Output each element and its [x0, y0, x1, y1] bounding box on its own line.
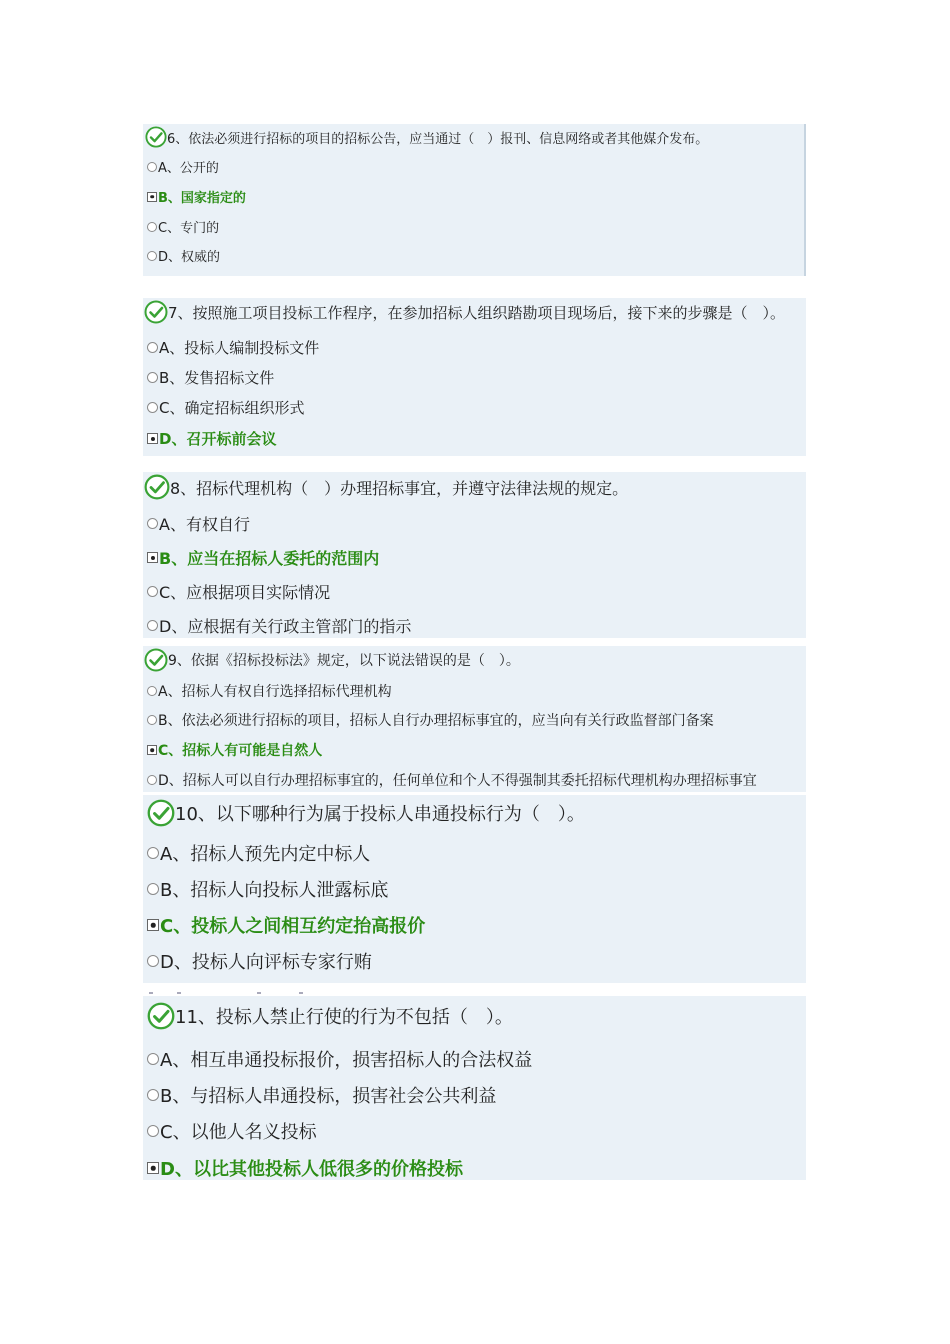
answer-option[interactable]	[147, 840, 370, 866]
radio-icon[interactable]	[147, 715, 157, 725]
radio-selected-icon[interactable]	[147, 552, 158, 563]
answer-option[interactable]	[147, 1155, 463, 1181]
question-card	[143, 298, 806, 456]
option-label: A、有权自行	[159, 515, 250, 534]
answer-option[interactable]	[147, 157, 219, 176]
answer-option[interactable]	[147, 546, 379, 569]
option-label: D、权威的	[158, 250, 221, 265]
checkmark-circle-icon	[144, 648, 168, 672]
answer-option[interactable]	[147, 1082, 496, 1108]
answer-option[interactable]	[147, 948, 372, 974]
question-card	[143, 646, 806, 792]
option-label: B、发售招标文件	[159, 369, 275, 387]
option-label: A、相互串通投标报价，损害招标人的合法权益	[160, 1050, 533, 1071]
question-stem: 9、依据《招标投标法》规定，以下说法错误的是（ ）。	[168, 653, 520, 669]
answer-option[interactable]	[147, 710, 714, 730]
radio-icon[interactable]	[147, 686, 157, 696]
checkmark-circle-icon	[147, 1002, 175, 1030]
option-label: A、招标人有权自行选择招标代理机构	[158, 684, 392, 700]
radio-icon[interactable]	[147, 620, 158, 631]
option-label: B、招标人向投标人泄露标底	[160, 880, 389, 901]
option-label: C、专门的	[158, 221, 220, 236]
radio-icon[interactable]	[147, 586, 158, 597]
answer-option[interactable]	[147, 740, 322, 760]
radio-icon[interactable]	[147, 402, 158, 413]
option-label: D、招标人可以自行办理招标事宜的，任何单位和个人不得强制其委托招标代理机构办理招标事宜	[158, 773, 757, 789]
answer-option[interactable]	[147, 614, 411, 637]
radio-selected-icon[interactable]	[147, 192, 157, 202]
answer-option[interactable]	[147, 397, 304, 418]
radio-icon[interactable]	[147, 518, 158, 529]
selected-option-label: D、召开标前会议	[159, 430, 277, 448]
answer-option[interactable]	[147, 770, 757, 790]
selected-option-label: B、应当在招标人委托的范围内	[159, 549, 380, 568]
option-label: C、以他人名义投标	[160, 1122, 317, 1143]
answer-option[interactable]	[147, 246, 220, 265]
radio-selected-icon[interactable]	[147, 1162, 159, 1174]
radio-icon[interactable]	[147, 847, 159, 859]
radio-selected-icon[interactable]	[147, 919, 159, 931]
option-label: C、应根据项目实际情况	[159, 583, 331, 602]
answer-option[interactable]	[147, 876, 388, 902]
answer-option[interactable]	[147, 1046, 532, 1072]
answer-option[interactable]	[147, 367, 274, 388]
question-stem: 8、招标代理机构（ ）办理招标事宜，并遵守法律法规的规定。	[170, 478, 629, 498]
option-label: A、公开的	[158, 161, 219, 176]
radio-icon[interactable]	[147, 1125, 159, 1137]
answer-option[interactable]	[147, 428, 276, 449]
answer-option[interactable]	[147, 217, 219, 236]
answer-option[interactable]	[147, 337, 319, 358]
option-label: B、与招标人串通投标，损害社会公共利益	[160, 1086, 497, 1107]
selected-option-label: C、招标人有可能是自然人	[158, 743, 323, 759]
decorative-fragment	[147, 989, 347, 997]
answer-option[interactable]	[147, 512, 250, 535]
radio-selected-icon[interactable]	[147, 433, 158, 444]
checkmark-circle-icon	[145, 126, 167, 148]
checkmark-circle-icon	[147, 799, 175, 827]
question-card	[143, 996, 806, 1180]
checkmark-circle-icon	[144, 474, 170, 500]
option-label: A、投标人编制投标文件	[159, 339, 320, 357]
radio-icon[interactable]	[147, 222, 157, 232]
radio-selected-icon[interactable]	[147, 745, 157, 755]
answer-option[interactable]	[147, 912, 425, 938]
answer-option[interactable]	[147, 1118, 317, 1144]
radio-icon[interactable]	[147, 162, 157, 172]
selected-option-label: D、以比其他投标人低很多的价格投标	[160, 1159, 463, 1180]
question-card	[143, 124, 806, 276]
question-stem-row	[144, 300, 785, 324]
question-stem: 6、依法必须进行招标的项目的招标公告，应当通过（ ）报刊、信息网络或者其他媒介发布。	[167, 131, 709, 147]
option-label: D、应根据有关行政主管部门的指示	[159, 617, 412, 636]
question-stem-row	[144, 648, 520, 672]
option-label: A、招标人预先内定中标人	[160, 844, 371, 865]
radio-icon[interactable]	[147, 955, 159, 967]
question-stem: 7、按照施工项目投标工作程序，在参加招标人组织踏勘项目现场后，接下来的步骤是（ ）。	[168, 303, 786, 322]
radio-icon[interactable]	[147, 251, 157, 261]
question-card	[143, 472, 806, 638]
selected-option-label: C、投标人之间相互约定抬高报价	[160, 916, 426, 937]
question-card	[143, 795, 806, 983]
answer-option[interactable]	[147, 580, 330, 603]
question-stem-row	[147, 1002, 513, 1030]
radio-icon[interactable]	[147, 883, 159, 895]
option-label: C、确定招标组织形式	[159, 399, 305, 417]
radio-icon[interactable]	[147, 1089, 159, 1101]
option-label: D、投标人向评标专家行贿	[160, 952, 372, 973]
question-stem-row	[145, 126, 708, 148]
answer-option[interactable]	[147, 681, 392, 701]
radio-icon[interactable]	[147, 775, 157, 785]
question-stem-row	[147, 799, 585, 827]
question-stem: 11、投标人禁止行使的行为不包括（ ）。	[175, 1007, 513, 1028]
option-label: B、依法必须进行招标的项目，招标人自行办理招标事宜的，应当向有关行政监督部门备案	[158, 713, 714, 729]
checkmark-circle-icon	[144, 300, 168, 324]
answer-option[interactable]	[147, 187, 246, 206]
radio-icon[interactable]	[147, 1053, 159, 1065]
radio-icon[interactable]	[147, 372, 158, 383]
selected-option-label: B、国家指定的	[158, 191, 246, 206]
question-stem-row	[144, 474, 628, 500]
question-stem: 10、以下哪种行为属于投标人串通投标行为（ ）。	[175, 804, 585, 825]
radio-icon[interactable]	[147, 342, 158, 353]
